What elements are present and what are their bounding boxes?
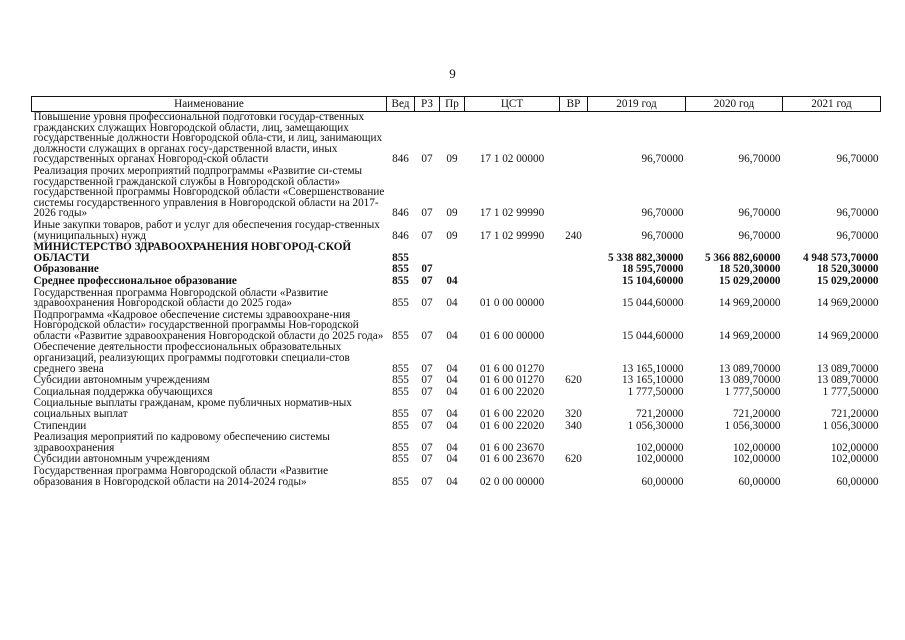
cell-2019: 721,20000 [635, 408, 684, 421]
cell-ved: 855 [392, 408, 409, 421]
cell-2019: 96,70000 [641, 207, 684, 220]
cell-cst: 01 6 00 23670 [479, 441, 545, 454]
cell-2019: 102,00000 [635, 441, 684, 454]
cell-cst: 01 6 00 22020 [479, 420, 545, 432]
cell-rz: 07 [421, 386, 433, 398]
cell-2020: 14 969,20000 [718, 297, 781, 310]
cell-ved: 855 [392, 454, 409, 466]
table-row [32, 432, 881, 454]
cell-pr: 04 [446, 275, 458, 287]
cell-ved: 846 [392, 229, 409, 242]
cell-2021: 96,70000 [836, 207, 879, 220]
cell-cst: 17 1 02 00000 [479, 153, 545, 166]
cell-vr [560, 288, 588, 310]
cell-vr [560, 166, 588, 220]
cell-vr: 620 [565, 375, 582, 387]
cell-pr [440, 242, 465, 264]
table-row [32, 342, 881, 375]
cell-name: Социальная поддержка обучающихся [33, 385, 213, 398]
cell-rz: 07 [421, 441, 433, 454]
table-row [32, 242, 881, 264]
cell-name: Субсидии автономным учреждениям [33, 453, 210, 466]
header-vr: ВР [560, 97, 588, 112]
cell-rz: 07 [421, 153, 433, 166]
cell-2019: 5 338 882,30000 [607, 251, 684, 264]
cell-2019: 18 595,70000 [621, 264, 684, 276]
cell-2021: 13 089,70000 [816, 362, 879, 375]
cell-2021: 1 777,50000 [822, 386, 879, 398]
cell-name: Среднее профессиональное образование [33, 274, 237, 287]
cell-2020: 5 366 882,60000 [704, 251, 781, 264]
cell-pr: 04 [446, 329, 458, 342]
cell-2021: 102,00000 [830, 441, 879, 454]
cell-vr [560, 466, 588, 488]
cell-2019: 96,70000 [641, 229, 684, 242]
cell-name: Повышение уровня профессиональной подготовки государ-ственных гражданских служащих Новгородской области, лиц, замещающих государственные должности Новгородской обла-сти, и лиц, занимающих должности служащих в органах госу-дарственной власти, иных государственных органах Новгород-ской области [33, 111, 383, 166]
cell-cst: 01 6 00 00000 [479, 329, 545, 342]
cell-2021: 15 029,20000 [816, 275, 879, 287]
cell-vr: 320 [565, 408, 582, 421]
cell-name: Социальные выплаты гражданам, кроме публичных норматив-ных социальных выплат [33, 397, 352, 421]
cell-ved: 855 [392, 420, 409, 432]
cell-2021: 18 520,30000 [816, 264, 879, 276]
cell-2020: 102,00000 [732, 454, 781, 466]
cell-2020: 18 520,30000 [718, 264, 781, 276]
header-2021: 2021 год [783, 97, 881, 112]
header-rz: РЗ [415, 97, 440, 112]
cell-2021: 96,70000 [836, 229, 879, 242]
cell-pr: 09 [446, 229, 458, 242]
cell-vr [560, 387, 588, 399]
table-row [32, 398, 881, 420]
table-body [32, 112, 881, 489]
cell-pr: 09 [446, 207, 458, 220]
cell-name: Государственная программа Новгородской области «Развитие здравоохранения Новгородской области до 2025 года» [33, 286, 329, 310]
cell-2021: 102,00000 [830, 454, 879, 466]
cell-2020: 721,20000 [732, 408, 781, 421]
cell-rz: 07 [421, 329, 433, 342]
cell-rz: 07 [421, 229, 433, 242]
cell-2019: 15 044,60000 [621, 297, 684, 310]
cell-2020: 102,00000 [732, 441, 781, 454]
cell-name: Субсидии автономным учреждениям [33, 374, 210, 387]
cell-name: Обеспечение деятельности профессиональных образовательных организаций, реализующих программы подготовки специали-стов среднего звена [33, 341, 350, 375]
cell-rz: 07 [421, 362, 433, 375]
header-cst: ЦСТ [465, 97, 560, 112]
cell-2021: 721,20000 [830, 408, 879, 421]
cell-2021: 14 969,20000 [816, 329, 879, 342]
cell-cst: 01 6 00 22020 [479, 408, 545, 421]
cell-rz: 07 [421, 375, 433, 387]
table-row [32, 220, 881, 242]
cell-name: Государственная программа Новгородской области «Развитие образования в Новгородской области на 2014-2024 годы» [33, 465, 329, 488]
cell-pr: 04 [446, 297, 458, 310]
cell-name: Стипендии [33, 419, 87, 432]
cell-rz: 07 [421, 297, 433, 310]
cell-2020: 13 089,70000 [718, 375, 781, 387]
header-name: Наименование [32, 97, 387, 112]
cell-cst [465, 276, 560, 288]
cell-2019: 102,00000 [635, 454, 684, 466]
cell-rz: 07 [421, 275, 433, 287]
cell-name: Подпрограмма «Кадровое обеспечение системы здравоохране-ния Новгородской области» государственной программы Нов-городской области «Развитие здравоохранения Новгородской области до 2025 года» [33, 308, 384, 342]
header-pr: Пр [440, 97, 465, 112]
cell-2021: 1 056,30000 [822, 420, 879, 432]
cell-rz: 07 [421, 454, 433, 466]
cell-2021: 13 089,70000 [816, 375, 879, 387]
cell-ved: 855 [392, 275, 409, 287]
cell-2019: 15 104,60000 [621, 275, 684, 287]
cell-rz: 07 [421, 408, 433, 421]
cell-rz: 07 [421, 264, 433, 276]
cell-ved: 855 [392, 297, 409, 310]
cell-2021: 60,00000 [836, 475, 879, 488]
cell-name: Реализация прочих мероприятий подпрограммы «Развитие си-стемы государственной гражданской службы в Новгородской области» государственной программы Новгородской области «Совершенствование системы государственного управления в Новгородской области на 2017-2026 годы» [33, 164, 385, 220]
cell-2020: 15 029,20000 [718, 275, 781, 287]
cell-vr [560, 432, 588, 454]
cell-2020: 96,70000 [738, 229, 781, 242]
cell-ved: 855 [392, 386, 409, 398]
page-number: 9 [449, 66, 456, 81]
table-row [32, 166, 881, 220]
cell-pr: 04 [446, 375, 458, 387]
cell-rz [415, 242, 440, 264]
cell-2019: 13 165,10000 [621, 375, 684, 387]
cell-rz: 07 [421, 420, 433, 432]
cell-name: Иные закупки товаров, работ и услуг для обеспечения государ-ственных (муниципальных) нужд [33, 218, 380, 242]
cell-2019: 1 056,30000 [627, 420, 684, 432]
cell-ved: 855 [392, 264, 409, 276]
cell-pr: 04 [446, 475, 458, 488]
cell-ved: 855 [392, 375, 409, 387]
cell-pr: 04 [446, 454, 458, 466]
header-2020: 2020 год [686, 97, 783, 112]
cell-pr: 09 [446, 153, 458, 166]
cell-pr: 04 [446, 386, 458, 398]
cell-ved: 855 [392, 329, 409, 342]
cell-2019: 13 165,10000 [621, 362, 684, 375]
cell-ved: 855 [392, 441, 409, 454]
table-row [32, 466, 881, 488]
cell-ved: 855 [392, 251, 409, 264]
cell-name: Образование [33, 263, 99, 276]
cell-vr: 620 [565, 454, 582, 466]
cell-pr: 04 [446, 362, 458, 375]
table-row [32, 112, 881, 166]
cell-ved: 846 [392, 153, 409, 166]
cell-pr: 04 [446, 441, 458, 454]
cell-cst: 01 6 00 23670 [479, 454, 545, 466]
cell-2020: 96,70000 [738, 153, 781, 166]
table-row [32, 276, 881, 288]
cell-vr [560, 112, 588, 166]
cell-2020: 96,70000 [738, 207, 781, 220]
cell-cst: 17 1 02 99990 [479, 207, 545, 220]
cell-2020: 1 777,50000 [724, 386, 781, 398]
cell-2019: 1 777,50000 [627, 386, 684, 398]
cell-2021: 4 948 573,70000 [802, 251, 879, 264]
cell-2019: 60,00000 [641, 475, 684, 488]
cell-vr: 240 [565, 229, 582, 242]
cell-name: МИНИСТЕРСТВО ЗДРАВООХРАНЕНИЯ НОВГОРОД-СКОЙ ОБЛАСТИ [33, 241, 352, 264]
cell-2021: 14 969,20000 [816, 297, 879, 310]
cell-vr [560, 276, 588, 288]
budget-table [31, 96, 881, 488]
cell-2019: 96,70000 [641, 153, 684, 166]
table-header [32, 97, 881, 112]
cell-cst: 01 6 00 22020 [479, 386, 545, 398]
cell-2020: 1 056,30000 [724, 420, 781, 432]
cell-ved: 855 [392, 475, 409, 488]
cell-cst: 01 0 00 00000 [479, 297, 545, 310]
header-2019: 2019 год [588, 97, 686, 112]
cell-rz: 07 [421, 207, 433, 220]
cell-2019: 15 044,60000 [621, 329, 684, 342]
cell-pr: 04 [446, 408, 458, 421]
cell-name: Реализация мероприятий по кадровому обеспечению системы здравоохранения [33, 431, 330, 454]
cell-cst: 17 1 02 99990 [479, 229, 545, 242]
cell-vr [560, 264, 588, 276]
cell-2020: 13 089,70000 [718, 362, 781, 375]
cell-pr: 04 [446, 420, 458, 432]
table-row [32, 288, 881, 310]
cell-cst: 02 0 00 00000 [479, 475, 545, 488]
cell-ved: 855 [392, 362, 409, 375]
cell-vr [560, 242, 588, 264]
cell-cst [465, 264, 560, 276]
cell-vr: 340 [565, 420, 582, 432]
cell-rz: 07 [421, 475, 433, 488]
cell-vr [560, 342, 588, 375]
cell-cst: 01 6 00 01270 [479, 375, 545, 387]
cell-ved: 846 [392, 207, 409, 220]
cell-vr [560, 310, 588, 343]
cell-cst: 01 6 00 01270 [479, 362, 545, 375]
cell-pr [440, 264, 465, 276]
cell-2020: 14 969,20000 [718, 329, 781, 342]
table-row [32, 310, 881, 343]
cell-cst [465, 242, 560, 264]
header-ved: Вед [387, 97, 415, 112]
cell-2020: 60,00000 [738, 475, 781, 488]
cell-2021: 96,70000 [836, 153, 879, 166]
